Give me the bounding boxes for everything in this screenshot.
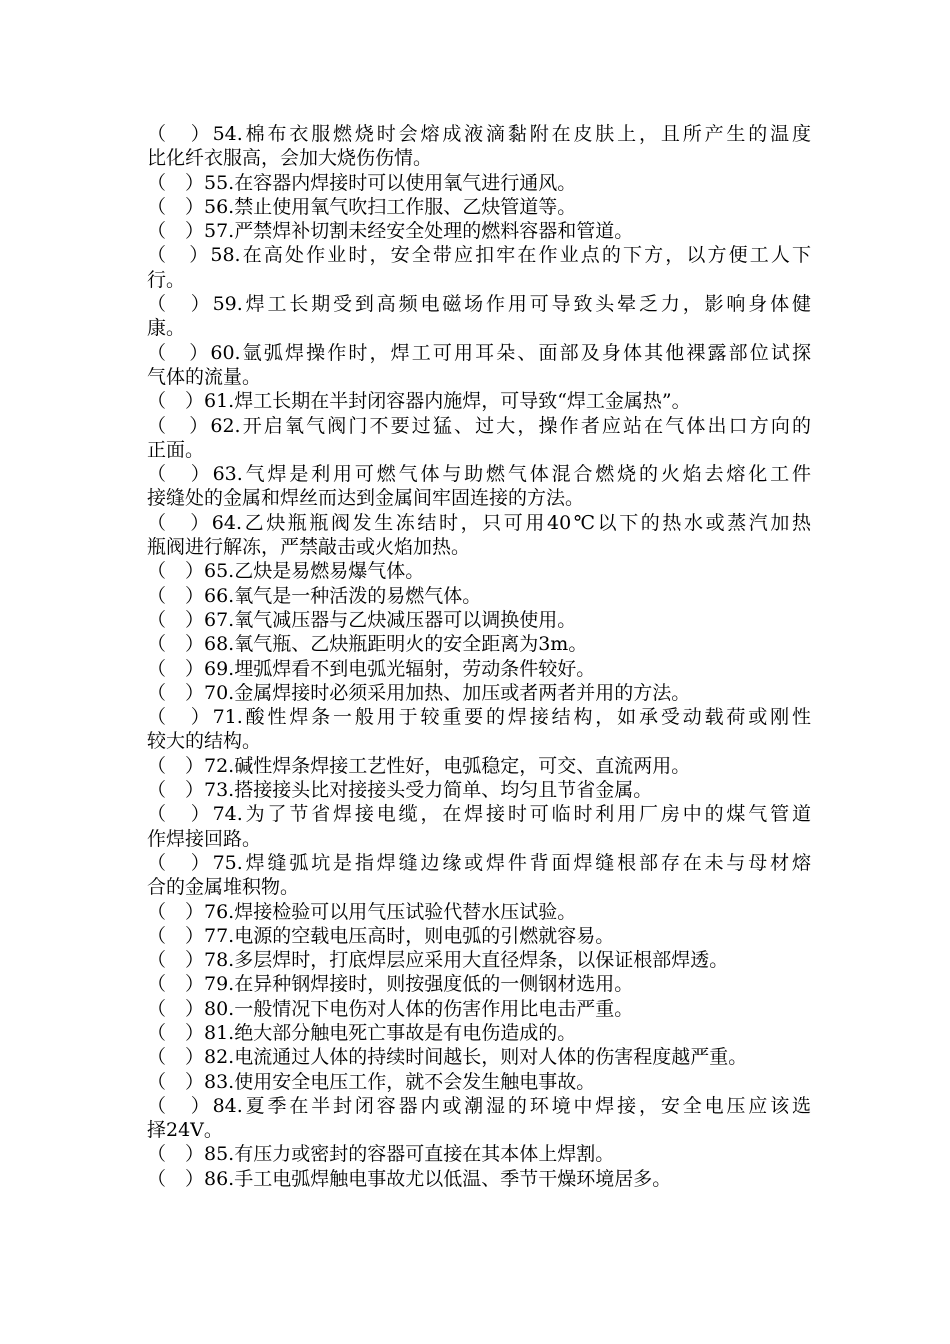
question-line: （ ）71.酸性焊条一般用于较重要的焊接结构，如承受动载荷或刚性 [147, 706, 811, 729]
question-list [147, 122, 811, 1191]
question-line: （ ）77.电源的空载电压高时，则电弧的引燃就容易。 [147, 924, 615, 947]
question-line: （ ）70.金属焊接时必须采用加热、加压或者两者并用的方法。 [147, 681, 691, 704]
question-line: （ ）60.氩弧焊操作时，焊工可用耳朵、面部及身体其他裸露部位试探 [147, 341, 811, 364]
question-line: 行。 [147, 268, 186, 291]
question-line: （ ）65.乙炔是易燃易爆气体。 [147, 560, 425, 583]
question-line: （ ）86.手工电弧焊触电事故尤以低温、季节干燥环境居多。 [147, 1167, 672, 1190]
question-line: （ ）62.开启氧气阀门不要过猛、过大，操作者应站在气体出口方向的 [147, 414, 811, 437]
question-line: （ ）84.夏季在半封闭容器内或潮湿的环境中焊接，安全电压应该选 [147, 1094, 811, 1117]
question-line: 气体的流量。 [147, 365, 262, 388]
question-line: （ ）79.在异种钢焊接时，则按强度低的一侧钢材选用。 [147, 973, 634, 996]
question-line: （ ）58.在高处作业时，安全带应扣牢在作业点的下方，以方便工人下 [147, 244, 811, 267]
question-line: 接缝处的金属和焊丝而达到金属间牢固连接的方法。 [147, 487, 585, 510]
question-line: （ ）78.多层焊时，打底焊层应采用大直径焊条，以保证根部焊透。 [147, 949, 729, 972]
question-line: 合的金属堆积物。 [147, 876, 300, 899]
question-line: （ ）56.禁止使用氧气吹扫工作服、乙炔管道等。 [147, 195, 577, 218]
question-line: （ ）72.碱性焊条焊接工艺性好，电弧稳定，可交、直流两用。 [147, 754, 691, 777]
question-line: （ ）75.焊缝弧坑是指焊缝边缘或焊件背面焊缝根部存在未与母材熔 [147, 851, 811, 874]
question-line: （ ）67.氧气减压器与乙炔减压器可以调换使用。 [147, 608, 577, 631]
question-line: 比化纤衣服高，会加大烧伤伤情。 [147, 147, 433, 170]
question-line: 瓶阀进行解冻，严禁敲击或火焰加热。 [147, 536, 471, 559]
question-line: 正面。 [147, 438, 205, 461]
question-line: 较大的结构。 [147, 730, 262, 753]
question-line: （ ）64.乙炔瓶瓶阀发生冻结时，只可用40℃以下的热水或蒸汽加热 [147, 511, 811, 534]
question-line: 择24V。 [147, 1119, 223, 1142]
question-line: （ ）83.使用安全电压工作，就不会发生触电事故。 [147, 1070, 596, 1093]
question-line: （ ）69.埋弧焊看不到电弧光辐射，劳动条件较好。 [147, 657, 596, 680]
question-line: （ ）73.搭接接头比对接接头受力简单、均匀且节省金属。 [147, 779, 653, 802]
question-line: （ ）76.焊接检验可以用气压试验代替水压试验。 [147, 900, 577, 923]
question-line: （ ）63.气焊是利用可燃气体与助燃气体混合燃烧的火焰去熔化工件 [147, 463, 811, 486]
question-line: （ ）59.焊工长期受到高频电磁场作用可导致头晕乏力，影响身体健 [147, 293, 811, 316]
question-line: （ ）57.严禁焊补切割未经安全处理的燃料容器和管道。 [147, 220, 634, 243]
question-line: （ ）85.有压力或密封的容器可直接在其本体上焊割。 [147, 1143, 615, 1166]
question-line: （ ）55.在容器内焊接时可以使用氧气进行通风。 [147, 171, 577, 194]
question-line: （ ）61.焊工长期在半封闭容器内施焊，可导致“焊工金属热”。 [147, 390, 691, 413]
question-line: 康。 [147, 317, 186, 340]
question-line: （ ）54.棉布衣服燃烧时会熔成液滴黏附在皮肤上，且所产生的温度 [147, 123, 811, 145]
question-line: （ ）82.电流通过人体的持续时间越长，则对人体的伤害程度越严重。 [147, 1046, 748, 1069]
question-line: （ ）66.氧气是一种活泼的易燃气体。 [147, 584, 482, 607]
question-line: 作焊接回路。 [147, 827, 262, 850]
question-line: （ ）74.为了节省焊接电缆，在焊接时可临时利用厂房中的煤气管道 [147, 803, 811, 826]
question-line: （ ）81.绝大部分触电死亡事故是有电伤造成的。 [147, 1021, 577, 1044]
question-line: （ ）80.一般情况下电伤对人体的伤害作用比电击严重。 [147, 997, 634, 1020]
question-line: （ ）68.氧气瓶、乙炔瓶距明火的安全距离为3m。 [147, 633, 588, 656]
